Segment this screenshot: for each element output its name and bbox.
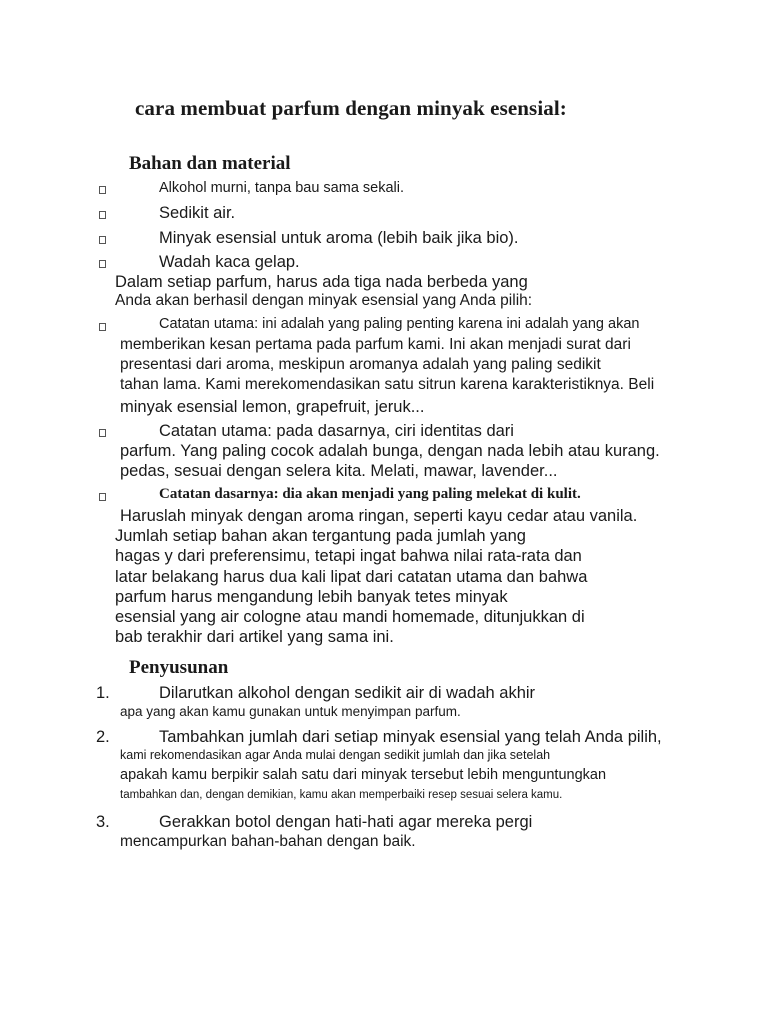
step-line: apakah kamu berpikir salah satu dari minyak tersebut lebih menguntungkan <box>120 767 607 783</box>
note-line: Catatan utama: ini adalah yang paling penting karena ini adalah yang akan <box>159 316 640 332</box>
material-item: Minyak esensial untuk aroma (lebih baik jika bio). <box>159 229 519 247</box>
step-line: tambahkan dan, dengan demikian, kamu akan memperbaiki resep sesuai selera kamu. <box>120 789 563 801</box>
note-line: Haruslah minyak dengan aroma ringan, seperti kayu cedar atau vanila. <box>120 507 638 525</box>
note-line: Catatan dasarnya: dia akan menjadi yang paling melekat di kulit. <box>159 486 581 502</box>
step-number: 2. <box>96 728 110 746</box>
step-line: kami rekomendasikan agar Anda mulai dengan sedikit jumlah dan jika setelah <box>120 748 551 762</box>
closing-line: esensial yang air cologne atau mandi homemade, ditunjukkan di <box>115 608 585 626</box>
note-line: memberikan kesan pertama pada parfum kami. Ini akan menjadi surat dari <box>120 336 631 353</box>
step-number: 3. <box>96 813 110 831</box>
bullet-icon <box>99 493 106 501</box>
step-line: Gerakkan botol dengan hati-hati agar mereka pergi <box>159 813 533 831</box>
closing-line: parfum harus mengandung lebih banyak tetes minyak <box>115 588 508 606</box>
material-item: Alkohol murni, tanpa bau sama sekali. <box>159 180 405 196</box>
step-line: mencampurkan bahan-bahan dengan baik. <box>120 833 416 850</box>
note-line: presentasi dari aroma, meskipun aromanya adalah yang paling sedikit <box>120 356 601 373</box>
note-line: pedas, sesuai dengan selera kita. Melati, mawar, lavender... <box>120 462 558 480</box>
intro-line: Anda akan berhasil dengan minyak esensial yang Anda pilih: <box>115 292 533 309</box>
page-title: cara membuat parfum dengan minyak esensial: <box>135 96 567 120</box>
note-line: parfum. Yang paling cocok adalah bunga, dengan nada lebih atau kurang. <box>120 442 660 460</box>
closing-line: hagas y dari preferensimu, tetapi ingat bahwa nilai rata-rata dan <box>115 547 582 565</box>
section-heading-assembly: Penyusunan <box>129 657 229 678</box>
step-line: Dilarutkan alkohol dengan sedikit air di wadah akhir <box>159 684 536 702</box>
note-line: Catatan utama: pada dasarnya, ciri identitas dari <box>159 422 514 440</box>
bullet-icon <box>99 429 106 437</box>
material-item: Wadah kaca gelap. <box>159 253 300 271</box>
intro-line: Dalam setiap parfum, harus ada tiga nada berbeda yang <box>115 273 528 291</box>
step-line: apa yang akan kamu gunakan untuk menyimpan parfum. <box>120 704 461 719</box>
material-item: Sedikit air. <box>159 204 236 222</box>
step-number: 1. <box>96 684 110 702</box>
closing-line: Jumlah setiap bahan akan tergantung pada jumlah yang <box>115 527 526 545</box>
bullet-icon <box>99 236 106 244</box>
closing-line: latar belakang harus dua kali lipat dari catatan utama dan bahwa <box>115 568 588 586</box>
step-line: Tambahkan jumlah dari setiap minyak esensial yang telah Anda pilih, <box>159 728 662 746</box>
note-line: minyak esensial lemon, grapefruit, jeruk... <box>120 398 425 416</box>
bullet-icon <box>99 211 106 219</box>
note-line: tahan lama. Kami merekomendasikan satu sitrun karena karakteristiknya. Beli <box>120 376 655 393</box>
bullet-icon <box>99 186 106 194</box>
bullet-icon <box>99 323 106 331</box>
closing-line: bab terakhir dari artikel yang sama ini. <box>115 628 394 646</box>
bullet-icon <box>99 260 106 268</box>
section-heading-materials: Bahan dan material <box>129 153 291 174</box>
